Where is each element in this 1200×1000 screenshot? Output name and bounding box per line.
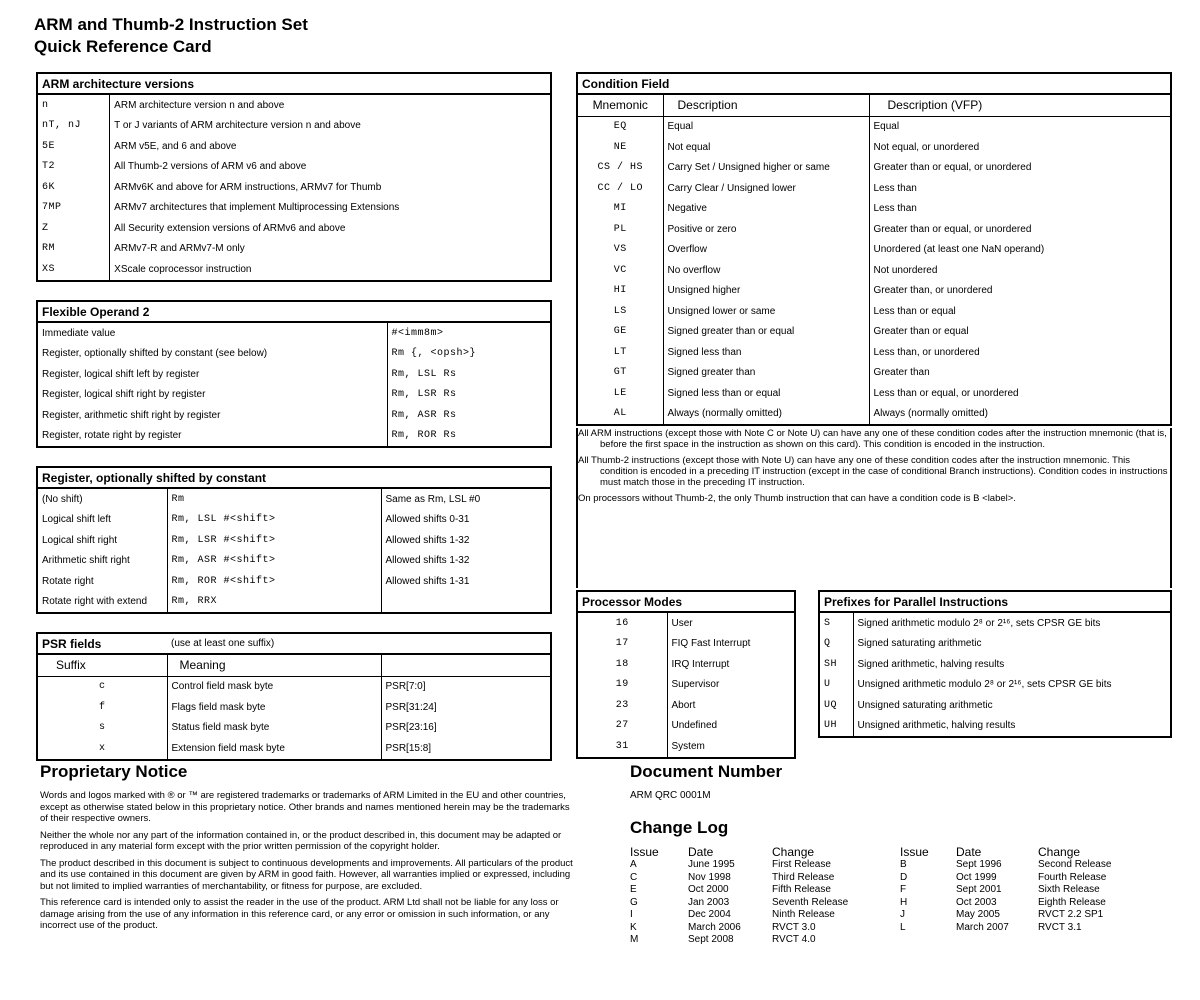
table-row bbox=[819, 654, 1171, 675]
table-cell: Register, logical shift left by register bbox=[37, 364, 387, 385]
register-shift-table bbox=[36, 466, 552, 614]
log-header: Issue bbox=[900, 845, 929, 859]
table-cell: G bbox=[630, 896, 638, 908]
table-cell: CC / LO bbox=[577, 178, 663, 199]
table-row bbox=[630, 872, 1148, 885]
table-cell: Equal bbox=[873, 121, 900, 133]
table-cell: VS bbox=[577, 240, 663, 261]
table-cell: Control field mask byte bbox=[167, 676, 381, 697]
table-cell: Unsigned higher bbox=[663, 281, 869, 302]
table-row bbox=[37, 239, 551, 260]
psr-fields-table bbox=[36, 632, 552, 761]
proprietary-notice-title: Proprietary Notice bbox=[40, 762, 188, 781]
table-cell: Ninth Release bbox=[772, 909, 835, 920]
table-cell: Not equal, or unordered bbox=[873, 141, 980, 153]
table-cell: GT bbox=[577, 363, 663, 384]
table-cell: 17 bbox=[577, 634, 667, 655]
table-cell: Less than, or unordered bbox=[873, 346, 980, 358]
table-cell: D bbox=[900, 871, 908, 883]
table-cell bbox=[1038, 934, 1148, 947]
table-cell: Q bbox=[819, 634, 853, 655]
table-cell: 6K bbox=[37, 177, 110, 198]
table-row bbox=[577, 260, 1171, 281]
table-row bbox=[577, 695, 795, 716]
table-cell: 18 bbox=[577, 654, 667, 675]
table-cell: Unordered (at least one NaN operand) bbox=[873, 244, 1045, 256]
table-row bbox=[819, 716, 1171, 738]
table-cell: H bbox=[900, 896, 908, 908]
table-cell: B bbox=[900, 859, 907, 870]
psr-col-suffix: Suffix bbox=[37, 654, 167, 676]
table-row bbox=[37, 551, 551, 572]
table-cell: XScale coprocessor instruction bbox=[114, 263, 252, 275]
table-row bbox=[577, 342, 1171, 363]
flexible-operand-title: Flexible Operand 2 bbox=[37, 301, 551, 322]
table-row bbox=[577, 137, 1171, 158]
table-row bbox=[37, 530, 551, 551]
table-row bbox=[37, 136, 551, 157]
table-cell: Rm, ASR Rs bbox=[391, 409, 457, 421]
table-cell: March 2006 bbox=[688, 921, 741, 933]
table-cell: Greater than, or unordered bbox=[873, 285, 993, 297]
table-cell: Rm, RRX bbox=[167, 592, 381, 614]
table-row bbox=[37, 510, 551, 531]
notice-paragraph: Words and logos marked with ® or ™ are registered trademarks or trademarks of ARM Limited in the EU and other countries, except as otherwise stated below in this proprietary notice. Other brands and names mentioned herein may be the trademarks of their respective owners. bbox=[40, 790, 570, 824]
table-row bbox=[577, 158, 1171, 179]
table-cell: System bbox=[671, 740, 705, 752]
table-cell: LE bbox=[577, 383, 663, 404]
table-cell: T2 bbox=[37, 157, 110, 178]
prefixes-table bbox=[818, 590, 1172, 738]
table-row bbox=[577, 736, 795, 758]
table-row bbox=[577, 634, 795, 655]
table-cell: Sixth Release bbox=[1038, 884, 1100, 895]
table-cell: Rm bbox=[167, 488, 381, 510]
table-row bbox=[577, 240, 1171, 261]
table-row bbox=[630, 859, 1148, 872]
table-row bbox=[37, 571, 551, 592]
table-cell: s bbox=[37, 718, 167, 739]
table-cell: Register, logical shift right by register bbox=[37, 385, 387, 406]
table-cell: March 2007 bbox=[956, 921, 1009, 933]
table-row bbox=[577, 116, 1171, 137]
table-cell: Seventh Release bbox=[772, 896, 849, 908]
document-title bbox=[34, 14, 308, 58]
table-cell: F bbox=[900, 884, 907, 895]
arch-versions-table bbox=[36, 72, 552, 282]
table-cell: User bbox=[671, 617, 693, 629]
table-cell: Logical shift right bbox=[37, 530, 167, 551]
condition-note: All Thumb-2 instructions (except those with Note U) can have any one of these condition codes after the instruction mnemonic. This condition is encoded in a preceding IT instruction (except in the case of conditional Branch instructions). Condition codes in instructions must match those in the preceding IT instruction. bbox=[578, 455, 1168, 488]
table-cell: C bbox=[630, 871, 638, 883]
table-cell: Oct 2000 bbox=[688, 884, 729, 895]
table-cell: Supervisor bbox=[671, 679, 720, 691]
table-cell: 27 bbox=[577, 716, 667, 737]
table-cell: First Release bbox=[772, 859, 831, 870]
table-row bbox=[577, 363, 1171, 384]
table-cell: Sept 2008 bbox=[688, 934, 734, 945]
table-cell: June 1995 bbox=[688, 859, 735, 870]
table-row bbox=[577, 322, 1171, 343]
title-line-2: Quick Reference Card bbox=[34, 37, 212, 56]
table-cell: Rm, LSL #<shift> bbox=[167, 510, 381, 531]
condition-note: On processors without Thumb-2, the only Thumb instruction that can have a condition code is B <label>. bbox=[578, 493, 1016, 504]
table-cell: Allowed shifts 1-32 bbox=[385, 555, 470, 567]
notes-border-left bbox=[576, 428, 578, 588]
table-row bbox=[630, 922, 1148, 935]
table-cell: GE bbox=[577, 322, 663, 343]
condition-notes bbox=[578, 428, 1170, 509]
table-cell: 16 bbox=[577, 612, 667, 634]
table-row bbox=[37, 592, 551, 614]
table-cell: Rm, ROR #<shift> bbox=[167, 571, 381, 592]
table-cell: Greater than or equal bbox=[873, 326, 969, 338]
change-log-table bbox=[630, 845, 1148, 947]
document-number-value: ARM QRC 0001M bbox=[630, 790, 711, 801]
document-number-title: Document Number bbox=[630, 762, 783, 781]
table-cell: Rotate right bbox=[37, 571, 167, 592]
table-cell: RVCT 3.0 bbox=[772, 921, 816, 933]
table-cell: Allowed shifts 1-31 bbox=[385, 575, 470, 587]
table-cell: Allowed shifts 0-31 bbox=[385, 514, 470, 526]
psr-col-meaning: Meaning bbox=[167, 654, 381, 676]
table-cell: PL bbox=[577, 219, 663, 240]
table-row bbox=[37, 385, 551, 406]
table-cell: SH bbox=[819, 654, 853, 675]
table-row bbox=[37, 405, 551, 426]
table-cell: L bbox=[900, 921, 906, 933]
table-cell: K bbox=[630, 921, 637, 933]
table-cell: E bbox=[630, 884, 637, 895]
psr-fields-title: PSR fields bbox=[37, 633, 167, 654]
table-cell: 31 bbox=[577, 736, 667, 758]
table-cell: Nov 1998 bbox=[688, 871, 731, 883]
notes-border-right bbox=[1170, 428, 1172, 588]
table-cell: c bbox=[37, 676, 167, 697]
table-cell: XS bbox=[37, 259, 110, 281]
table-row bbox=[577, 383, 1171, 404]
proprietary-notice-body bbox=[40, 790, 580, 937]
table-cell: RM bbox=[37, 239, 110, 260]
table-cell: Signed arithmetic modulo 2⁸ or 2¹⁶, sets CPSR GE bits bbox=[857, 617, 1101, 629]
table-cell: Rm {, <opsh>} bbox=[391, 348, 477, 360]
table-cell: Always (normally omitted) bbox=[873, 408, 988, 420]
table-cell: Equal bbox=[663, 116, 869, 137]
table-cell: Flags field mask byte bbox=[167, 697, 381, 718]
table-cell: Status field mask byte bbox=[167, 718, 381, 739]
table-cell: Rm, LSL Rs bbox=[391, 368, 457, 380]
change-log-title: Change Log bbox=[630, 818, 729, 837]
table-cell: Always (normally omitted) bbox=[663, 404, 869, 426]
table-cell: Less than bbox=[873, 203, 917, 215]
table-row bbox=[37, 676, 551, 697]
table-cell: x bbox=[37, 738, 167, 760]
table-cell: Signed less than bbox=[663, 342, 869, 363]
table-cell: Greater than or equal, or unordered bbox=[873, 223, 1032, 235]
table-cell: Z bbox=[37, 218, 110, 239]
table-row bbox=[577, 199, 1171, 220]
condition-field-title: Condition Field bbox=[577, 73, 1171, 94]
table-cell: 19 bbox=[577, 675, 667, 696]
cond-col-mnemonic: Mnemonic bbox=[577, 94, 663, 116]
table-row bbox=[577, 654, 795, 675]
log-header: Date bbox=[688, 845, 714, 859]
log-header: Issue bbox=[630, 845, 659, 859]
table-cell: 5E bbox=[37, 136, 110, 157]
cond-col-description: Description bbox=[663, 94, 869, 116]
table-cell: Oct 1999 bbox=[956, 871, 997, 883]
table-cell: Unsigned saturating arithmetic bbox=[857, 699, 993, 711]
table-cell: Undefined bbox=[671, 720, 718, 732]
flexible-operand-table bbox=[36, 300, 552, 448]
table-row bbox=[37, 697, 551, 718]
table-row bbox=[819, 695, 1171, 716]
table-cell: EQ bbox=[577, 116, 663, 137]
arch-versions-title: ARM architecture versions bbox=[37, 73, 551, 94]
processor-modes-table bbox=[576, 590, 796, 759]
table-cell: AL bbox=[577, 404, 663, 426]
table-row bbox=[819, 634, 1171, 655]
table-cell: (No shift) bbox=[37, 488, 167, 510]
table-row bbox=[37, 198, 551, 219]
table-cell: PSR[23:16] bbox=[385, 722, 437, 734]
table-cell: T or J variants of ARM architecture version n and above bbox=[114, 120, 361, 132]
table-cell: Signed greater than bbox=[663, 363, 869, 384]
table-cell: Fourth Release bbox=[1038, 871, 1107, 883]
table-row bbox=[577, 281, 1171, 302]
table-cell: UQ bbox=[819, 695, 853, 716]
table-cell: VC bbox=[577, 260, 663, 281]
table-cell: Less than bbox=[873, 182, 917, 194]
table-cell: Carry Clear / Unsigned lower bbox=[663, 178, 869, 199]
table-cell bbox=[956, 934, 1038, 947]
table-cell: LT bbox=[577, 342, 663, 363]
table-cell: UH bbox=[819, 716, 853, 738]
table-cell: Immediate value bbox=[37, 322, 387, 344]
table-cell: Sept 2001 bbox=[956, 884, 1002, 895]
register-shift-title: Register, optionally shifted by constant bbox=[37, 467, 551, 488]
table-cell: Allowed shifts 1-32 bbox=[385, 534, 470, 546]
table-row bbox=[630, 897, 1148, 910]
table-row bbox=[37, 738, 551, 760]
table-cell: HI bbox=[577, 281, 663, 302]
table-cell: Not equal bbox=[663, 137, 869, 158]
table-cell: PSR[15:8] bbox=[385, 742, 432, 754]
notice-paragraph: This reference card is intended only to assist the reader in the use of the product. ARM Ltd shall not be liable for any loss or damage arising from the use of any information in this reference card, or any error or omission in such information, or any incorrect use of the product. bbox=[40, 897, 559, 931]
processor-modes-title: Processor Modes bbox=[577, 591, 795, 612]
table-cell: May 2005 bbox=[956, 909, 1000, 920]
table-cell: Abort bbox=[671, 699, 696, 711]
table-row bbox=[37, 488, 551, 510]
table-cell: CS / HS bbox=[577, 158, 663, 179]
table-cell: All Thumb-2 versions of ARM v6 and above bbox=[114, 161, 307, 173]
table-cell: Rm, LSR #<shift> bbox=[167, 530, 381, 551]
table-cell: 7MP bbox=[37, 198, 110, 219]
table-cell bbox=[381, 592, 551, 614]
table-cell: S bbox=[819, 612, 853, 634]
table-row bbox=[37, 426, 551, 448]
table-cell: Sept 1996 bbox=[956, 859, 1002, 870]
table-row bbox=[37, 94, 551, 116]
table-cell: Rm, ASR #<shift> bbox=[167, 551, 381, 572]
title-line-1: ARM and Thumb-2 Instruction Set bbox=[34, 15, 308, 34]
table-cell: RVCT 2.2 SP1 bbox=[1038, 909, 1104, 920]
table-cell: Positive or zero bbox=[663, 219, 869, 240]
condition-note: All ARM instructions (except those with Note C or Note U) can have any one of these condition codes after the instruction mnemonic (that is, before the first space in the instruction as shown on this card). This condition is encoded in the instruction. bbox=[578, 428, 1167, 450]
table-cell: Signed greater than or equal bbox=[663, 322, 869, 343]
table-cell: f bbox=[37, 697, 167, 718]
table-row bbox=[577, 178, 1171, 199]
table-row bbox=[37, 344, 551, 365]
table-cell: Rm, LSR Rs bbox=[391, 389, 457, 401]
table-cell: ARM v5E, and 6 and above bbox=[114, 140, 237, 152]
table-cell: Not unordered bbox=[873, 264, 938, 276]
table-cell: Extension field mask byte bbox=[167, 738, 381, 760]
table-cell: Rm, ROR Rs bbox=[391, 430, 457, 442]
table-cell: I bbox=[630, 909, 633, 920]
table-cell: 23 bbox=[577, 695, 667, 716]
table-cell: U bbox=[819, 675, 853, 696]
table-cell: Less than or equal, or unordered bbox=[873, 387, 1019, 399]
table-cell: Second Release bbox=[1038, 859, 1112, 870]
table-cell: Oct 2003 bbox=[956, 896, 997, 908]
table-row bbox=[37, 218, 551, 239]
table-cell: Overflow bbox=[663, 240, 869, 261]
table-cell: Register, optionally shifted by constant (see below) bbox=[37, 344, 387, 365]
table-row bbox=[577, 675, 795, 696]
table-row bbox=[577, 612, 795, 634]
table-row bbox=[37, 177, 551, 198]
table-cell: NE bbox=[577, 137, 663, 158]
table-cell: ARM architecture version n and above bbox=[114, 99, 285, 111]
table-cell: nT, nJ bbox=[37, 116, 110, 137]
table-cell: FIQ Fast Interrupt bbox=[671, 638, 751, 650]
table-cell: Arithmetic shift right bbox=[37, 551, 167, 572]
table-cell: Third Release bbox=[772, 871, 835, 883]
table-row bbox=[37, 259, 551, 281]
table-row bbox=[37, 322, 551, 344]
table-cell: All Security extension versions of ARMv6 and above bbox=[114, 222, 346, 234]
table-row bbox=[37, 364, 551, 385]
table-cell: PSR[31:24] bbox=[385, 701, 437, 713]
table-cell: Signed saturating arithmetic bbox=[857, 638, 982, 650]
log-header: Change bbox=[1038, 845, 1081, 859]
table-cell: J bbox=[900, 909, 905, 920]
table-cell: ARMv7 architectures that implement Multiprocessing Extensions bbox=[114, 202, 400, 214]
table-cell bbox=[900, 934, 956, 947]
psr-fields-note: (use at least one suffix) bbox=[167, 633, 551, 654]
table-cell: Unsigned arithmetic modulo 2⁸ or 2¹⁶, sets CPSR GE bits bbox=[857, 679, 1112, 691]
cond-col-vfp: Description (VFP) bbox=[869, 94, 1171, 116]
table-cell: LS bbox=[577, 301, 663, 322]
table-cell: MI bbox=[577, 199, 663, 220]
table-cell: ARMv7-R and ARMv7-M only bbox=[114, 243, 245, 255]
table-cell: Greater than or equal, or unordered bbox=[873, 162, 1032, 174]
notice-paragraph: Neither the whole nor any part of the information contained in, or the product described in, this document may be adapted or reproduced in any material form except with the prior written permission of the copyright holder. bbox=[40, 829, 562, 852]
table-cell: Dec 2004 bbox=[688, 909, 731, 920]
table-row bbox=[819, 612, 1171, 634]
table-row bbox=[630, 909, 1148, 922]
table-row bbox=[37, 116, 551, 137]
log-header: Date bbox=[956, 845, 982, 859]
table-cell: RVCT 4.0 bbox=[772, 934, 816, 945]
table-cell: PSR[7:0] bbox=[385, 681, 426, 693]
table-cell: Eighth Release bbox=[1038, 896, 1106, 908]
table-row bbox=[37, 718, 551, 739]
table-cell: Signed arithmetic, halving results bbox=[857, 658, 1005, 670]
table-cell: IRQ Interrupt bbox=[671, 658, 730, 670]
condition-field-table bbox=[576, 72, 1172, 426]
table-cell: Unsigned lower or same bbox=[663, 301, 869, 322]
notice-paragraph: The product described in this document is subject to continuous developments and improvements. All particulars of the product and its use contained in this document are given by ARM in good faith. However, all warranties implied or expressed, including but not limited to implied warranties of merchantability, or fitness for purpose, are excluded. bbox=[40, 857, 573, 892]
table-row bbox=[577, 716, 795, 737]
table-cell: Logical shift left bbox=[37, 510, 167, 531]
table-cell: No overflow bbox=[663, 260, 869, 281]
table-cell: #<imm8m> bbox=[391, 327, 444, 339]
table-cell: Negative bbox=[663, 199, 869, 220]
table-cell: Same as Rm, LSL #0 bbox=[385, 493, 481, 505]
table-row bbox=[630, 934, 1148, 947]
table-cell: Rotate right with extend bbox=[37, 592, 167, 614]
table-row bbox=[577, 404, 1171, 426]
table-row bbox=[630, 884, 1148, 897]
table-cell: Less than or equal bbox=[873, 305, 956, 317]
table-cell: Jan 2003 bbox=[688, 896, 730, 908]
table-cell: Carry Set / Unsigned higher or same bbox=[663, 158, 869, 179]
table-cell: Unsigned arithmetic, halving results bbox=[857, 720, 1016, 732]
table-row bbox=[577, 301, 1171, 322]
table-cell: A bbox=[630, 859, 637, 870]
table-row bbox=[577, 219, 1171, 240]
table-cell: ARMv6K and above for ARM instructions, ARMv7 for Thumb bbox=[114, 181, 382, 193]
table-cell: n bbox=[37, 94, 110, 116]
table-cell: M bbox=[630, 934, 639, 945]
table-cell: Greater than bbox=[873, 367, 930, 379]
table-row bbox=[819, 675, 1171, 696]
prefixes-title: Prefixes for Parallel Instructions bbox=[819, 591, 1171, 612]
table-cell: RVCT 3.1 bbox=[1038, 921, 1082, 933]
table-cell: Register, rotate right by register bbox=[37, 426, 387, 448]
table-cell: Signed less than or equal bbox=[663, 383, 869, 404]
table-row bbox=[37, 157, 551, 178]
table-cell: Register, arithmetic shift right by register bbox=[37, 405, 387, 426]
table-cell: Fifth Release bbox=[772, 884, 831, 895]
log-header: Change bbox=[772, 845, 815, 859]
